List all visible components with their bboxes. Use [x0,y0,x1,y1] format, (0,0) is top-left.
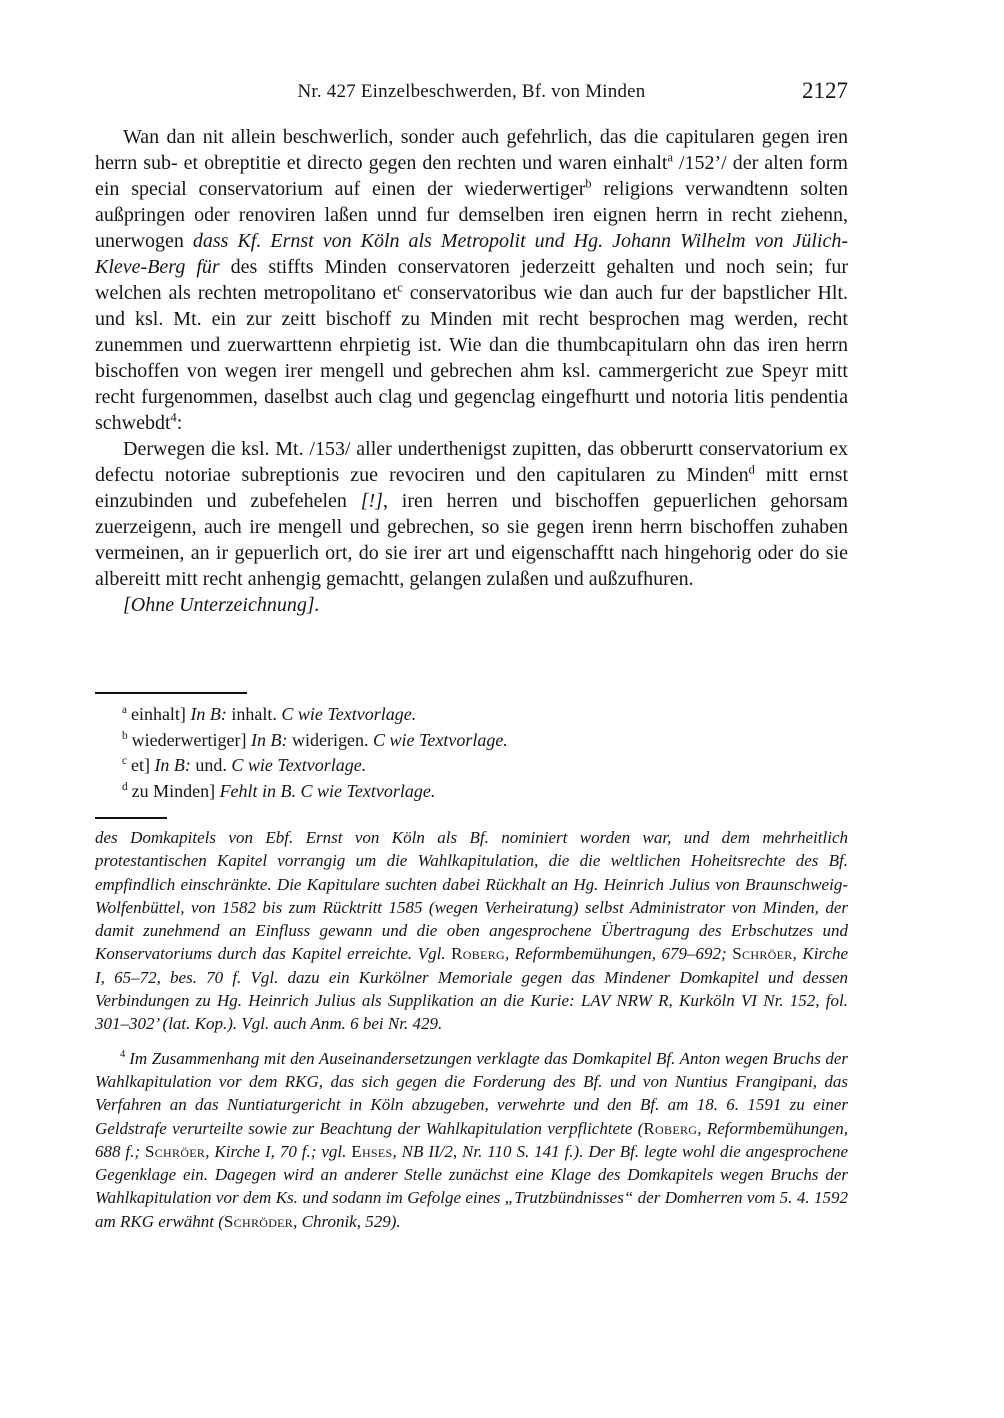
document-body [95,124,848,618]
text-run: Derwegen die ksl. Mt. /153/ aller underthenigst zupitten, das obberurtt conservatorium ex defectu notoriae subreptionis zue revociren und den capitularen zu Minden [95,438,848,486]
text-run: b [122,729,128,742]
text-run: Im Zusammenhang mit den Auseinandersetzungen verklagte das Domkapitel Bf. Anton wegen Bruchs der Wahlkapitulation vor dem RKG, das sich gegen die Forderung des Bf. und von Nuntius Frangipani, das Verfahren an das Nuntiaturgericht in Köln abzugeben, verwehrte und den Bf. am 18. 6. 1591 zu einer Geldstrafe verurteilte sowie zur Beachtung der Wahlkapitulation verpflichtete ( [95,1048,848,1138]
text-run: C wie Textvorlage. [372,729,508,750]
running-header-title: Nr. 427 Einzelbeschwerden, Bf. von Minden [297,81,646,102]
text-run: [!] [360,490,383,512]
footnote-continuation-text [95,826,848,1036]
apparatus-note-c [95,753,848,779]
text-run: , iren herren und bischoffen gepuerlichen gehorsam zuerzeigenn, auch ire mengell und gebrechen, so sie gegen irenn herrn bischoffen zuhaben vermeinen, an ir gepuerlich ort, do sie irer art und eigenschafftt nach hingehorig oder do sie albereitt mitt recht anhengig gemachtt, gelangen zulaßen und außzufhuren. [95,490,848,590]
text-run: a [667,150,673,165]
text-run: a [122,704,127,716]
text-run: , Reformbemühungen, 688 f.; [95,1118,848,1161]
text-run: Ehses [351,1141,393,1161]
text-run: et] [130,755,155,775]
text-run: c [122,755,127,767]
text-run: wiederwertiger] [131,729,252,750]
apparatus-note-a [95,702,848,728]
text-run: einhalt] [130,704,191,724]
text-run: d [748,462,755,477]
text-run: des stiffts Minden conservatoren jederzeitt gehalten und noch sein; fur welchen als rechten metropolitano et [95,256,848,304]
text-run: In B: [251,729,288,750]
page-number: 2127 [802,78,848,103]
text-block [95,78,848,1233]
text-run: : [176,412,183,434]
text-run: d [122,780,128,793]
text-run: religions verwandtenn solten außpringen oder renoviren laßen unnd fur demselben iren eignen herrn in recht ziehenn, unerwogen [95,178,848,252]
running-header [95,78,848,112]
text-run: 4 [170,410,177,425]
text-run: widerigen. [287,729,373,750]
text-run: , NB II/2, Nr. 110 S. 141 f.). Der Bf. legte wohl die angesprochene Gegenklage ein. Dagegen wird an anderer Stelle zunächst eine Klage des Domkapitels wegen Bruchs der Wahlkapitulation vor dem Ks. und sodann im Gefolge eines „Trutzbündnisses“ der Domherren vom 5. 4. 1592 am RKG erwähnt ( [95,1141,848,1231]
text-run: zu Minden] [131,780,220,801]
textual-apparatus [95,702,848,804]
body-paragraph-2 [95,436,848,592]
apparatus-divider-rule [95,692,247,694]
text-run: inhalt. [226,704,282,724]
text-run: c [397,280,403,295]
text-run: conservatoribus wie dan auch fur der bapstlicher Hlt. und ksl. Mt. ein zur zeitt bischoff zu Minden mit recht besprochen mag werden, recht zunemmen und zuerwarttenn ehrpietig ist. Wie dan die thumbcapitularn ohn das iren herrn bischoffen von wegen irer mengell und gebrechen ahm ksl. cammergericht zue Speyr mitt recht furgenommen, daselbst auch clag und gegenclag eingefhurtt und notoria litis pendentia schwebdt [95,282,849,434]
text-run: Roberg [451,944,505,964]
text-run: , Kirche I, 70 f.; vgl. [205,1141,352,1161]
footnote-4 [95,1047,848,1233]
text-run: Wan dan nit allein beschwerlich, sonder auch gefehrlich, das die capitularen gegen iren herrn sub- et obreptitie et directo gegen den rechten und waren einhalt [95,126,848,174]
text-run: Fehlt in B. C wie Textvorlage. [219,780,436,801]
body-paragraph-1 [95,124,848,436]
text-run: Schröder [223,1211,294,1231]
signature-line: [Ohne Unterzeichnung]. [123,594,320,616]
text-run: C wie Textvorlage. [281,704,417,724]
text-run: Roberg [643,1118,698,1138]
text-run: /152’/ der alten form ein special conservatorium auf einen der wiederwertiger [95,152,848,200]
text-run: Schröer [145,1141,206,1161]
text-run: , Kirche I, 65–72, bes. 70 f. Vgl. dazu ein Kurkölner Memoriale gegen das Mindener Domkapitel und dessen Verbindungen zu Hg. Heinrich Julius als Supplikation an die Kurie: LAV NRW R, Kurköln VI Nr. 152, fol. 301–302’ (lat. Kop.). Vgl. auch Anm. 6 bei Nr. 429. [95,944,849,1034]
text-run: , Chronik, 529). [293,1211,401,1231]
text-run: dass Kf. Ernst von Köln als Metropolit und Hg. Johann Wilhelm von Jülich-Kleve-Berg für [95,230,848,278]
footnote-divider-rule [95,817,167,819]
text-run: des Domkapitels von Ebf. Ernst von Köln als Bf. nominiert worden war, und dem mehrheitlich protestantischen Kapitel vorrangig um die Wahlkapitulation, die die weltlichen Hoheitsrechte des Bf. empfindlich einschränkte. Die Kapitulare suchten dabei Rückhalt an Hg. Heinrich Julius von Braunschweig-Wolfenbüttel, von 1582 bis zum Rücktritt 1585 (wegen Verheiratung) selbst Administrator von Minden, der damit zunehmend an Einfluss gewann und die oben angesprochene Übertragung des Erbschutzes und Konservatoriums durch das Kapitel erreichte. Vgl. [95,828,848,964]
text-run: In B: [154,755,191,775]
text-run: In B: [190,704,227,724]
text-run: C wie Textvorlage. [231,755,367,775]
text-run: und. [190,755,232,775]
text-run: , Reformbemühungen, 679–692; [504,944,733,964]
text-run: mitt ernst einzubinden und zubefehelen [95,464,849,512]
text-run: b [585,176,592,191]
text-run: 4 [120,1049,126,1061]
footnote-4-text [95,1047,848,1233]
footnote-continuation [95,826,848,1036]
apparatus-note-d [95,779,848,805]
apparatus-note-b [95,728,848,754]
text-run: Schröer [732,944,793,964]
